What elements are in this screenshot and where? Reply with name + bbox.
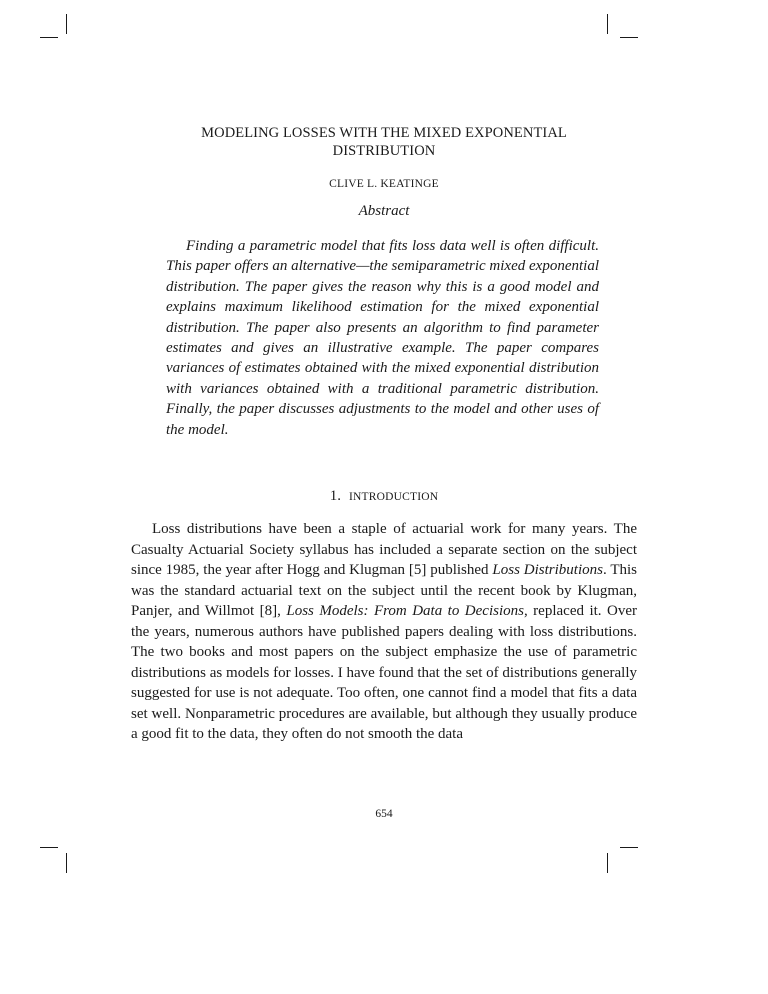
crop-mark-bottom-right-h	[620, 847, 638, 848]
section-number: 1.	[329, 488, 341, 504]
crop-mark-top-right-v	[607, 14, 608, 34]
abstract-heading: Abstract	[358, 203, 410, 219]
body-text-segment: Loss distributions have been a staple of actuarial work for many years. The Casualty Actuarial Society syllabus has included a separate section on the subject since 1985, the year after Hogg and Klugman [5] published	[131, 521, 637, 578]
book-title-loss-distributions: Loss Distributions	[492, 562, 603, 578]
body-text-segment: . This was the standard actuarial text on the subject until the recent book by Klugman, Panjer, and Willmot [8],	[131, 562, 637, 619]
crop-mark-bottom-left-v	[66, 853, 67, 873]
body-paragraph	[131, 519, 637, 745]
author-name: CLIVE L. KEATINGE	[329, 178, 439, 190]
section-heading	[130, 488, 638, 505]
body-text-segment: , replaced it. Over the years, numerous authors have published papers dealing with loss distributions. The two books and most papers on the subject emphasize the use of parametric distributions as models for losses. I have found that the set of distributions generally suggested for use is not adequate. Too often, one cannot find a model that fits a data set well. Nonparametric procedures are available, but although they usually produce a good fit to the data, they often do not smooth the data	[131, 603, 637, 742]
book-title-loss-models: Loss Models: From Data to Decisions	[286, 603, 524, 619]
crop-mark-bottom-left-h	[40, 847, 58, 848]
paper-title-line-2: DISTRIBUTION	[332, 143, 436, 159]
crop-mark-top-left-h	[40, 37, 58, 38]
abstract-text: Finding a parametric model that fits loss data well is often difficult. This paper offers an alternative—the semiparametric mixed exponential distribution. The paper gives the reason why this is a good model and explains maximum likelihood estimation for the mixed exponential distribution. The paper also presents an algorithm to find parameter estimates and gives an illustrative example. The paper compares variances of estimates obtained with the mixed exponential distribution with variances obtained with a traditional parametric distribution. Finally, the paper discusses adjustments to the model and other uses of the model.	[166, 238, 599, 438]
paper-title-line-1: MODELING LOSSES WITH THE MIXED EXPONENTIAL	[201, 125, 567, 141]
crop-mark-top-left-v	[66, 14, 67, 34]
crop-mark-top-right-h	[620, 37, 638, 38]
crop-mark-bottom-right-v	[607, 853, 608, 873]
paper-title	[130, 124, 638, 160]
section-name: INTRODUCTION	[348, 491, 439, 503]
page-number: 654	[375, 808, 393, 820]
